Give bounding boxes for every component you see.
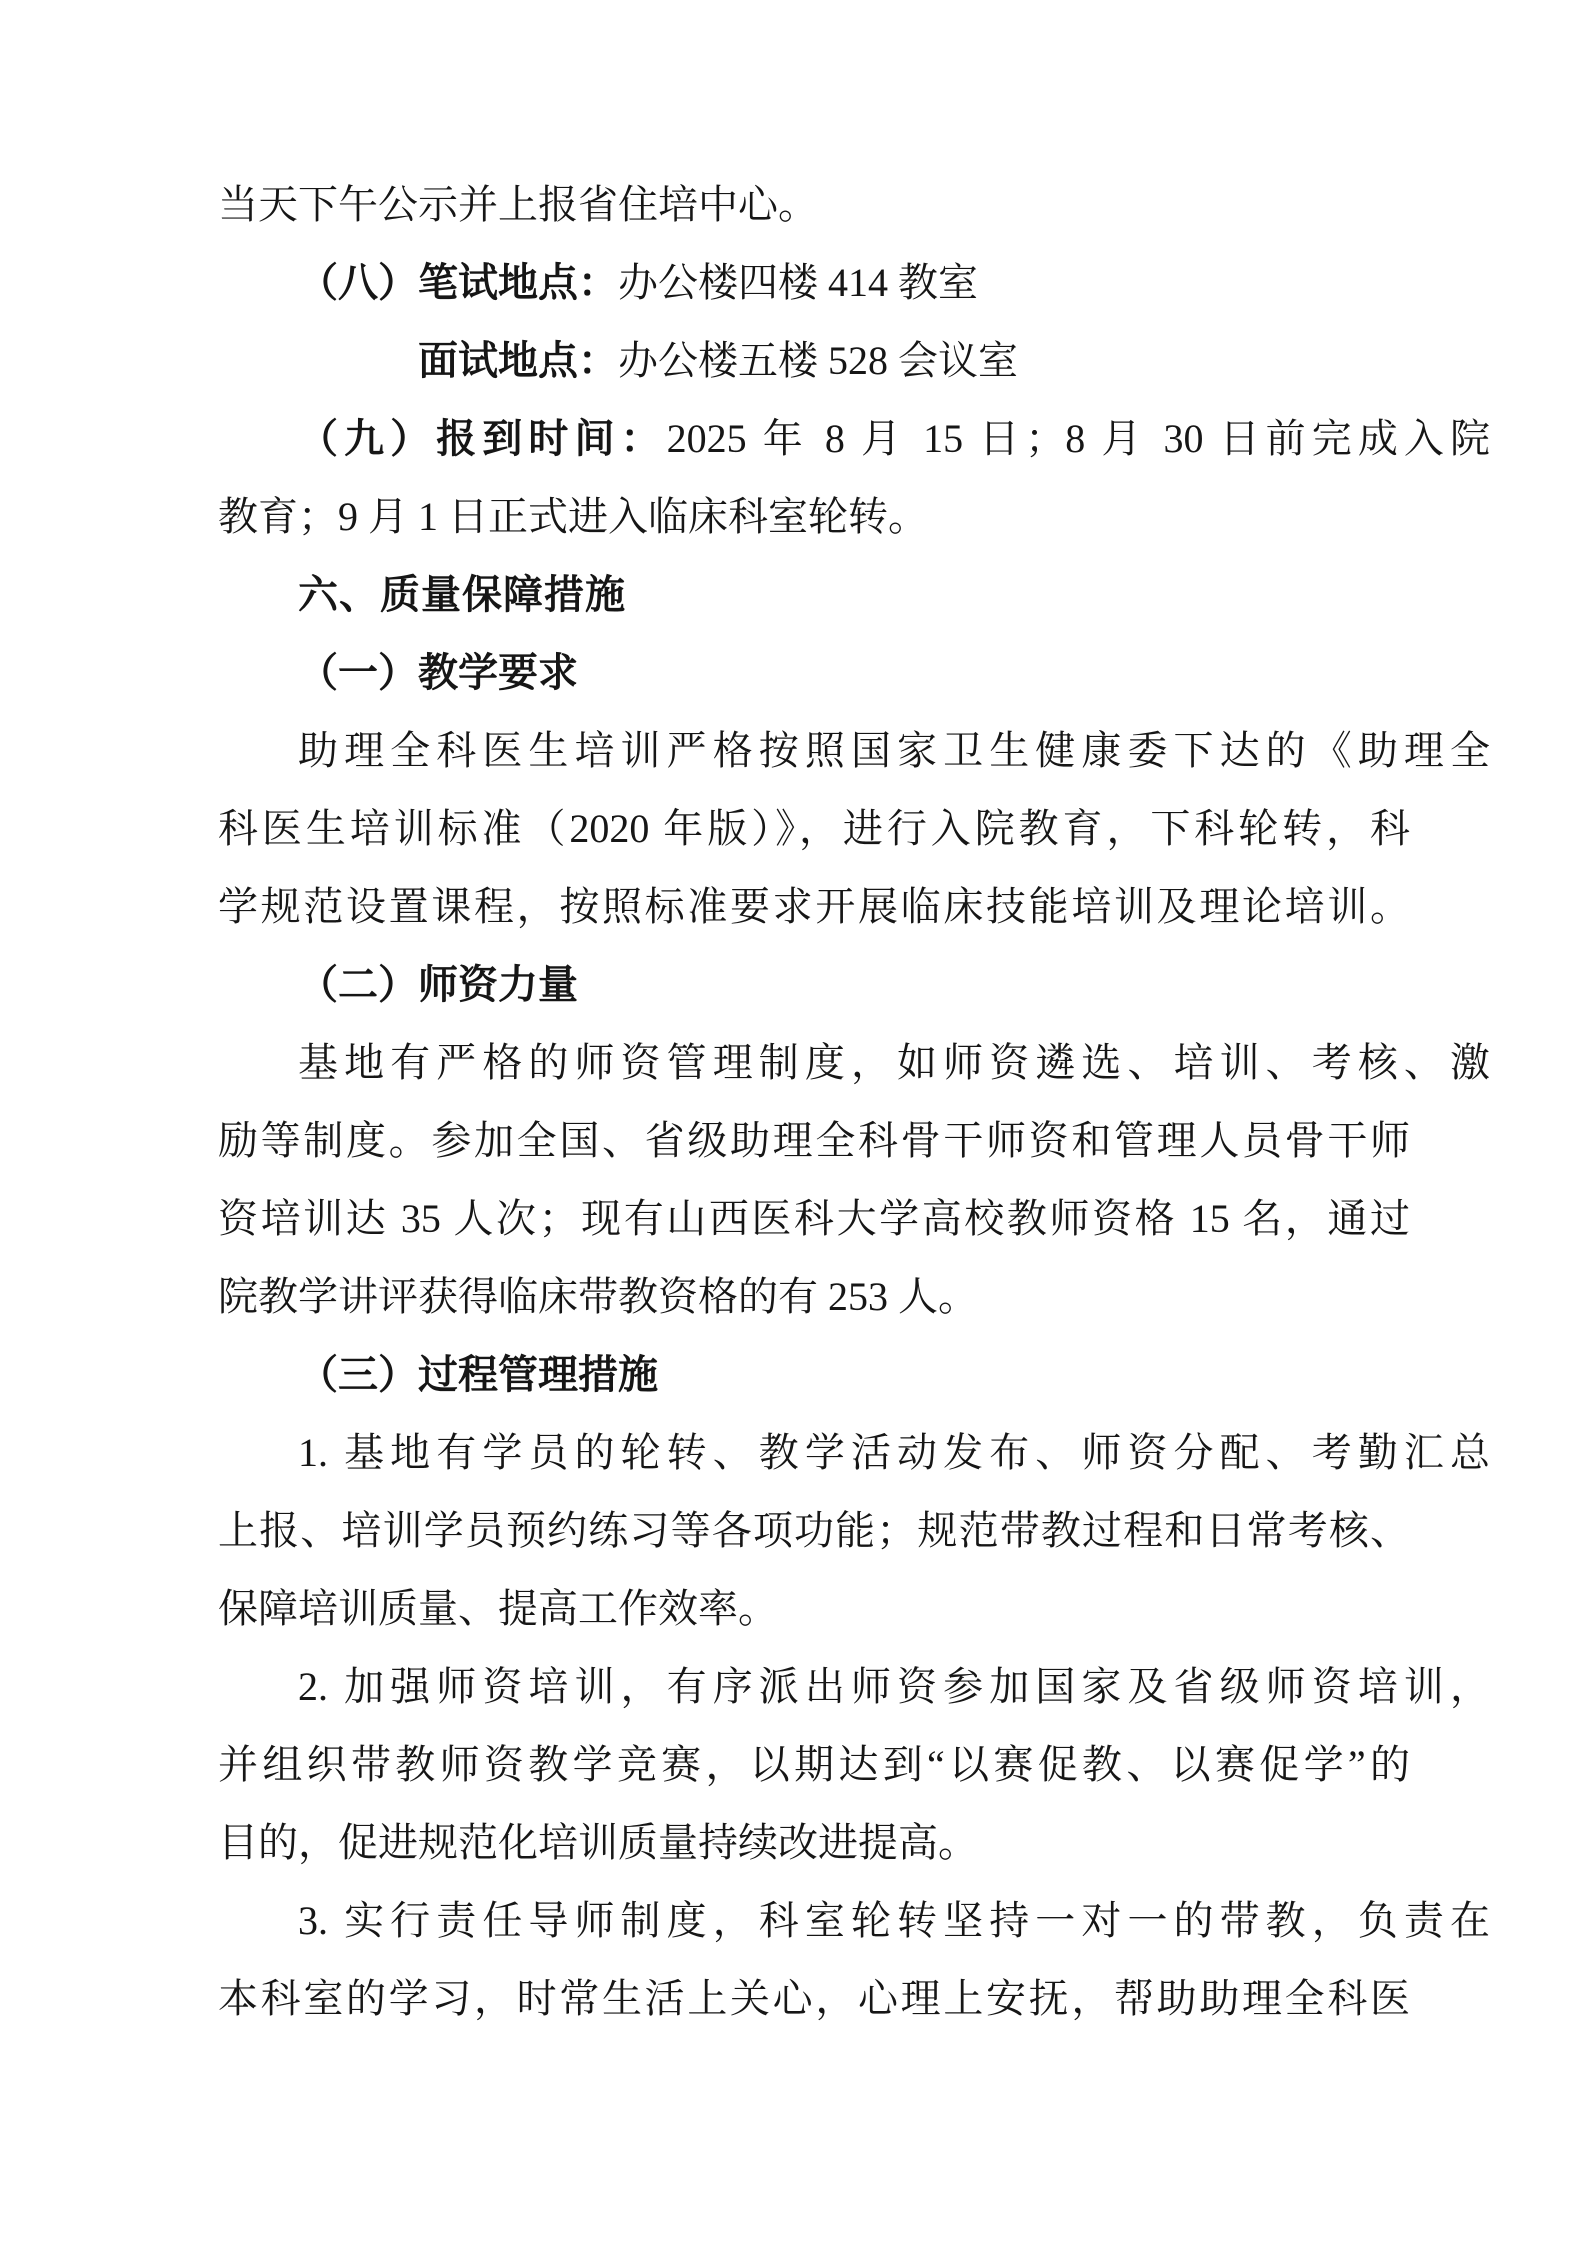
text-segment: 本科室的学习，时常生活上关心，心理上安抚，帮助助理全科医 (218, 1976, 1410, 2021)
text-segment: 上报、培训学员预约练习等各项功能；规范带教过程和日常考核、 (218, 1508, 1410, 1553)
body-line (218, 1024, 1490, 1102)
body-line (218, 1570, 1410, 1648)
text-segment: 教育；9 月 1 日正式进入临床科室轮转。 (218, 494, 928, 539)
bold-text-segment: （八）笔试地点： (298, 260, 618, 305)
item-8-line (218, 244, 1490, 322)
bold-text-segment: （九）报到时间： (298, 416, 667, 461)
bold-text-segment: 面试地点： (418, 338, 618, 383)
sub-heading-2 (218, 946, 1490, 1024)
bold-text-segment: 六、质量保障措施 (298, 573, 626, 617)
body-line (218, 1492, 1410, 1570)
bold-text-segment: （二）师资力量 (298, 962, 578, 1007)
text-segment: 目的，促进规范化培训质量持续改进提高。 (218, 1820, 978, 1865)
text-segment: 3. 实行责任导师制度，科室轮转坚持一对一的带教，负责在 (298, 1898, 1490, 1943)
body-line (218, 1726, 1410, 1804)
section-heading (218, 556, 1490, 634)
text-segment: 励等制度。参加全国、省级助理全科骨干师资和管理人员骨干师 (218, 1118, 1410, 1163)
text-segment: 并组织带教师资教学竞赛，以期达到“以赛促教、以赛促学”的 (218, 1742, 1410, 1787)
text-segment: 办公楼四楼 414 教室 (618, 260, 978, 305)
text-segment: 资培训达 35 人次；现有山西医科大学高校教师资格 15 名，通过 (218, 1196, 1410, 1241)
text-segment: 办公楼五楼 528 会议室 (618, 338, 1018, 383)
text-segment: 2. 加强师资培训，有序派出师资参加国家及省级师资培训， (298, 1664, 1490, 1709)
body-line (218, 1804, 1410, 1882)
bold-text-segment: （三）过程管理措施 (298, 1352, 658, 1397)
body-line (218, 1414, 1490, 1492)
body-line (218, 712, 1490, 790)
body-line (218, 790, 1410, 868)
text-segment: 2025 年 8 月 15 日；8 月 30 日前完成入院 (666, 416, 1491, 461)
body-line (218, 1648, 1490, 1726)
item-9-line (218, 400, 1490, 478)
body-line (218, 478, 1410, 556)
bold-text-segment: （一）教学要求 (298, 650, 578, 695)
text-segment: 当天下午公示并上报省住培中心。 (218, 182, 818, 227)
text-segment: 基地有严格的师资管理制度，如师资遴选、培训、考核、激 (298, 1040, 1490, 1085)
body-line (218, 1882, 1490, 1960)
text-segment: 1. 基地有学员的轮转、教学活动发布、师资分配、考勤汇总 (298, 1430, 1490, 1475)
body-line (218, 1258, 1410, 1336)
text-segment: 助理全科医生培训严格按照国家卫生健康委下达的《助理全 (298, 728, 1490, 773)
body-line (218, 166, 1410, 244)
sub-heading-3 (218, 1336, 1490, 1414)
sub-heading-1 (218, 634, 1490, 712)
body-line (218, 1960, 1410, 2038)
text-segment: 学规范设置课程，按照标准要求开展临床技能培训及理论培训。 (218, 884, 1410, 929)
body-line (218, 1180, 1410, 1258)
body-line (218, 1102, 1410, 1180)
text-segment: 院教学讲评获得临床带教资格的有 253 人。 (218, 1274, 978, 1319)
body-line (218, 868, 1410, 946)
text-segment: 保障培训质量、提高工作效率。 (218, 1586, 778, 1631)
text-segment: 科医生培训标准（2020 年版）》，进行入院教育，下科轮转，科 (218, 806, 1410, 851)
item-8-line-2 (218, 322, 1587, 400)
